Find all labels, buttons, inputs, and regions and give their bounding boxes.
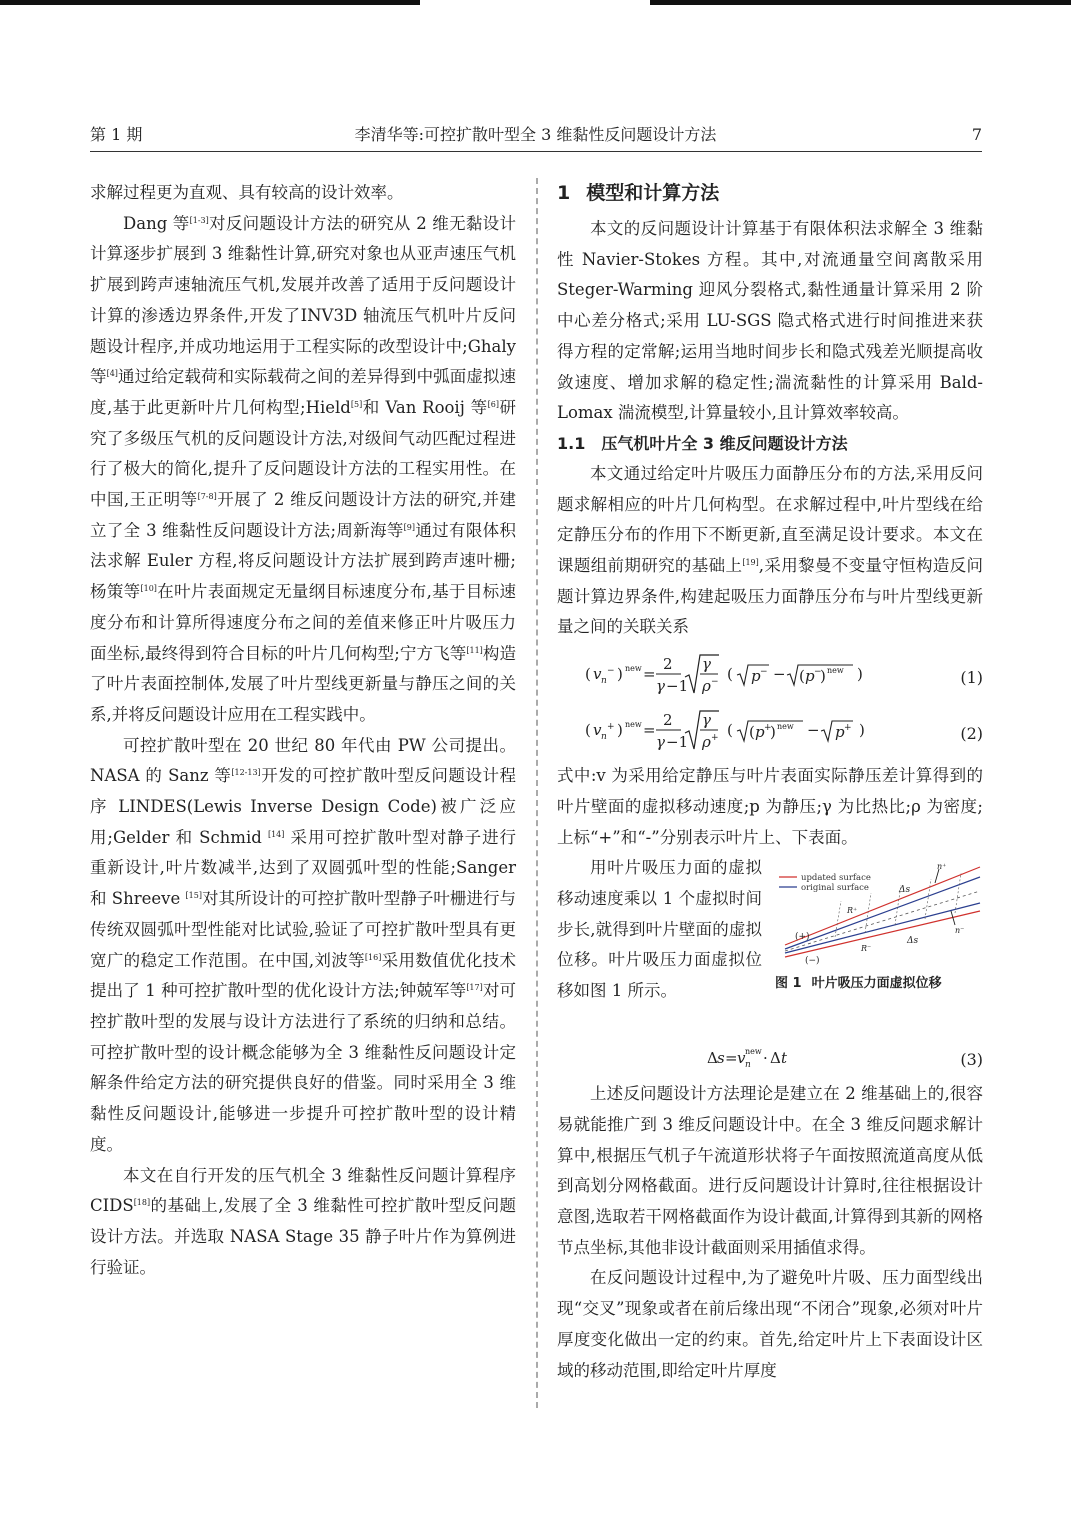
svg-text:): ) <box>857 665 863 684</box>
figure-1-diagram <box>775 863 983 973</box>
svg-text:R⁻: R⁻ <box>861 944 872 954</box>
issue-number: 第 1 期 <box>90 125 143 144</box>
svg-text:(: ( <box>727 721 733 740</box>
equation-2 <box>557 705 983 755</box>
citation: [10] <box>140 584 157 594</box>
svg-text:): ) <box>859 721 865 740</box>
svg-text:−1: −1 <box>666 677 689 696</box>
svg-text:+: + <box>607 722 615 733</box>
svg-text:2: 2 <box>663 711 673 730</box>
svg-text:): ) <box>770 723 776 742</box>
svg-text:γ: γ <box>656 733 665 752</box>
citation: [5] <box>350 399 363 409</box>
svg-text:new: new <box>745 1047 762 1057</box>
equation-1 <box>557 649 983 699</box>
left-column <box>90 178 516 1283</box>
svg-text:(+): (+) <box>795 932 810 943</box>
svg-text:(: ( <box>749 723 755 742</box>
equation-number: (1) <box>960 668 983 688</box>
svg-text:−1: −1 <box>666 733 689 752</box>
svg-text:v: v <box>593 721 602 740</box>
svg-text:γ: γ <box>656 677 665 696</box>
equation-number: (3) <box>960 1050 983 1070</box>
svg-text:2: 2 <box>663 655 673 674</box>
paragraph: 可控扩散叶型在 20 世纪 80 年代由 PW 公司提出。NASA 的 Sanz 等[12-13]开发的可控扩散叶型反问题设计程序 LINDES(Lewis Inverse Design Code)被广泛应用;Gelder 和 Schmid [14] 采用可控扩散叶型对静子进行重新设计,叶片数减半,达到了双圆弧叶型的性能;Sanger 和 Shreeve [15]对其所设计的可控扩散叶型静子叶栅进行与传统双圆弧叶型性能对比试验,验证了可控扩散叶型具有更宽广的稳定工作范围。在中国,刘波等[16]采用数值优化技术提出了 1 种可控扩散叶型的优化设计方法;钟兢军等[17]对可控扩散叶型的发展与设计方法进行了系统的归纳和总结。可控扩散叶型的设计概念能够为全 3 维黏性反问题设计定解条件给定方法的研究提供良好的借鉴。同时采用全 3 维黏性反问题设计,能够进一步提升可控扩散叶型的设计精度。 <box>90 735 517 1154</box>
legend-original-label: original surface <box>801 883 869 894</box>
paragraph: 本文通过给定叶片吸压力面静压分布的方法,采用反问题求解相应的叶片几何构型。在求解过程中,叶片型线在给定静压分布的作用下不断更新,直至满足设计要求。本文在课题组前期研究的基础上[19],采用黎曼不变量守恒构造反问题计算边界条件,构建起吸压力面静压分布与叶片型线更新量之间的关联关系 <box>557 463 984 637</box>
svg-text:t: t <box>781 1049 788 1068</box>
citation: [17] <box>466 983 483 993</box>
svg-text:new: new <box>625 664 642 674</box>
svg-text:(: ( <box>585 721 591 740</box>
paragraph: Dang 等[1-3]对反问题设计方法的研究从 2 维无黏设计计算逐步扩展到 3 维黏性计算,研究对象也从亚声速压气机扩展到跨声速轴流压气机,发展并改善了适用于反问题设计计算的渗透边界条件,开发了INV3D 轴流压气机叶片反问题设计程序,并成功地运用于工程实际的改型设计中;Ghaly 等[4]通过给定载荷和实际载荷之间的差异得到中弧面虚拟速度,基于此更新叶片几何构型;Hield[5]和 Van Rooij 等[6]研究了多级压气机的反问题设计方法,对级间气动匹配过程进行了极大的简化,提升了反问题设计方法的工程实用性。在中国,王正明等[7-8]开展了 2 维反问题设计方法的研究,并建立了全 3 维黏性反问题设计方法;周新海等[9]通过有限体积法求解 Euler 方程,将反问题设计方法扩展到跨声速叶栅;杨策等[10]在叶片表面规定无量纲目标速度分布,基于目标速度分布和计算所得速度分布之间的差值来修正叶片吸压力面坐标,最终得到符合目标的叶片几何构型;宁方飞等[11]构造了叶片表面控制体,发展了叶片型线更新量与静压之间的关系,并将反问题设计应用在工程实践中。 <box>90 213 517 724</box>
equation-number: (2) <box>960 724 983 744</box>
svg-text:new: new <box>625 720 642 730</box>
svg-text:−: − <box>711 677 719 688</box>
figure-wrap-text <box>557 853 762 1007</box>
svg-text:(: ( <box>585 665 591 684</box>
figure-1-block <box>557 853 983 1039</box>
svg-text:(−): (−) <box>805 956 820 967</box>
svg-text:p: p <box>805 667 815 686</box>
svg-text:): ) <box>617 665 623 684</box>
svg-text:n: n <box>601 732 607 743</box>
paragraph: 在反问题设计过程中,为了避免叶片吸、压力面型线出现“交叉”现象或者在前后缘出现“不闭合”现象,必须对叶片厚度变化做出一定的约束。首先,给定叶片上下表面设计区域的移动范围,即给定叶片厚度 <box>557 1268 983 1380</box>
svg-text:(: ( <box>727 665 733 684</box>
n-plus-arrow <box>935 869 939 883</box>
svg-text:+: + <box>844 723 852 734</box>
citation: [4] <box>106 369 118 379</box>
svg-text:·: · <box>763 1049 768 1068</box>
svg-text:new: new <box>777 722 794 732</box>
svg-text:n: n <box>745 1060 751 1071</box>
citation: [7-8] <box>197 492 217 502</box>
svg-text:=: = <box>643 665 656 684</box>
svg-text:γ: γ <box>702 711 711 730</box>
svg-text:n⁺: n⁺ <box>937 863 947 872</box>
equation-2-formula <box>557 705 917 755</box>
svg-text:n⁻: n⁻ <box>955 926 965 936</box>
svg-text:v: v <box>737 1049 746 1068</box>
svg-text:ρ: ρ <box>702 733 711 752</box>
lower-original-surface <box>785 903 980 953</box>
svg-text:=: = <box>643 721 656 740</box>
svg-text:R⁺: R⁺ <box>847 906 858 916</box>
svg-text:−: − <box>814 667 822 678</box>
equation-3 <box>557 1039 983 1075</box>
paragraph: 本文的反问题设计计算基于有限体积法求解全 3 维黏性 Navier-Stokes 方程。其中,对流通量空间离散采用 Steger-Warming 迎风分裂格式,黏性通量计算采用 2 阶中心差分格式;采用 LU-SGS 隐式格式进行时间推进来获得方程的定常解;运用当地时间步长和隐式残差光顺提高收敛速度、增加求解的稳定性;湍流黏性的计算采用 Bald-Lomax 湍流模型,计算量较小,且计算效率较高。 <box>557 219 983 423</box>
citation: [11] <box>466 645 483 655</box>
svg-text:p: p <box>751 667 761 686</box>
right-column <box>557 178 983 1386</box>
svg-text:s: s <box>717 1049 725 1068</box>
svg-text:n: n <box>601 676 607 687</box>
svg-text:γ: γ <box>702 655 711 674</box>
running-title: 李清华等:可控扩散叶型全 3 维黏性反问题设计方法 <box>354 125 717 144</box>
svg-text:(: ( <box>799 667 805 686</box>
svg-text:): ) <box>820 667 826 686</box>
svg-text:−: − <box>760 667 768 678</box>
svg-text:Δs: Δs <box>899 885 911 896</box>
svg-text:p: p <box>835 723 845 742</box>
top-border-gap <box>420 0 650 5</box>
section-heading: 1 模型和计算方法 <box>557 182 720 204</box>
svg-text:Δs: Δs <box>907 936 919 947</box>
svg-text:v: v <box>593 665 602 684</box>
column-divider <box>536 178 538 1408</box>
svg-text:+: + <box>711 733 719 744</box>
equation-1-formula <box>557 649 917 699</box>
citation: [16] <box>364 952 382 962</box>
svg-text:−: − <box>807 721 820 740</box>
svg-text:−: − <box>607 666 615 677</box>
citation: [15] <box>185 891 202 901</box>
svg-text:Δ: Δ <box>770 1049 781 1068</box>
svg-text:p: p <box>755 723 765 742</box>
figure-1 <box>775 863 983 973</box>
svg-text:Δ: Δ <box>707 1049 718 1068</box>
paragraph: 本文在自行开发的压气机全 3 维黏性反问题计算程序 CIDS[18]的基础上,发展了全 3 维黏性可控扩散叶型反问题设计方法。并选取 NASA Stage 35 静子叶片作为算例进行验证。 <box>90 1165 516 1277</box>
svg-text:−: − <box>773 665 786 684</box>
citation: [18] <box>133 1198 151 1208</box>
figure-caption: 图 1 叶片吸压力面虚拟位移 <box>775 976 942 992</box>
svg-text:ρ: ρ <box>702 677 711 696</box>
paragraph: 上述反问题设计方法理论是建立在 2 维基础上的,很容易就能推广到 3 维反问题设计中。在全 3 维反问题求解计算中,根据压气机子午流道形状将子午面按照流道高度从低到高划分网格截面。进行反问题设计计算时,往往根据设计意图,选取若干网格截面作为设计截面,计算得到其新的网格节点坐标,其他非设计截面则采用插值求得。 <box>557 1084 983 1257</box>
svg-text:new: new <box>827 666 844 676</box>
svg-text:): ) <box>617 721 623 740</box>
lower-updated-surface <box>785 911 980 957</box>
header-rule <box>90 151 982 152</box>
paragraph: 求解过程更为直观、具有较高的设计效率。 <box>90 183 404 202</box>
page-number: 7 <box>971 125 982 144</box>
citation: [6] <box>487 399 499 409</box>
equation-3-formula <box>557 1039 917 1075</box>
legend-updated-label: updated surface <box>801 873 871 884</box>
camber-line <box>785 891 980 954</box>
paragraph: 用叶片吸压力面的虚拟移动速度乘以 1 个虚拟时间步长,就得到叶片壁面的虚拟位移。叶片吸压力面虚拟位移如图 1 所示。 <box>557 858 762 1001</box>
citation: [12-13] <box>231 768 261 778</box>
citation: [1-3] <box>189 215 209 225</box>
paragraph: 式中:v 为采用给定静压与叶片表面实际静压差计算得到的叶片壁面的虚拟移动速度;p 为静压;γ 为比热比;ρ 为密度;上标“+”和“-”分别表示叶片上、下表面。 <box>557 766 983 847</box>
citation: [9] <box>403 522 416 532</box>
svg-text:=: = <box>725 1049 738 1068</box>
citation: [19] <box>742 558 759 568</box>
subsection-heading: 1.1 压气机叶片全 3 维反问题设计方法 <box>557 433 848 453</box>
citation: [14] <box>267 829 285 839</box>
svg-text:+: + <box>764 723 772 734</box>
